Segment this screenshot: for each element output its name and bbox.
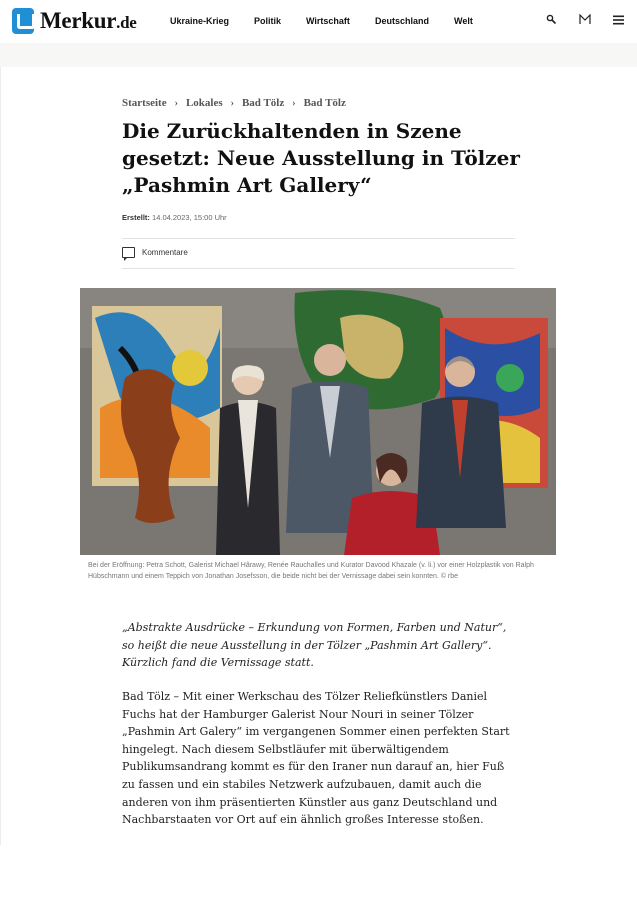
article-photo[interactable] [80,288,556,555]
merkur-logo[interactable] [12,6,136,36]
breadcrumb-bad-toelz-2[interactable]: Bad Tölz [303,97,346,109]
nav-wirtschaft[interactable]: Wirtschaft [306,16,350,26]
breadcrumb-bad-toelz[interactable]: Bad Tölz [241,97,285,109]
chevron-right-icon: › [230,97,234,109]
breadcrumb-startseite[interactable]: Startseite [122,97,167,109]
created-label: Erstellt: [122,213,150,222]
nav-ukraine-krieg[interactable]: Ukraine-Krieg [170,16,230,26]
menu-icon[interactable] [613,14,624,28]
ad-band [0,43,637,67]
article-date [122,213,227,222]
photo-caption: Bei der Eröffnung: Petra Schott, Galerist Michael Hârawy, Renée Rauchalles und Kurator Davood Khazale (v. li.) vor einer Holzplastik von Ralph Hübschmann und einem Teppich von Jonathan Josefsson, die beide nicht bei der Vernissage dabei sein konnten. © rbe [88,562,534,580]
divider [122,268,515,269]
article-body: Bad Tölz – Mit einer Werkschau des Tölzer Reliefkünstlers Daniel Fuchs hat der Hamburger Galerist Nour Nouri in seiner Tölzer „Pashmin Art Galery“ im vergangenen Sommer einen perfekten Start hingelegt. Nach diesem Selbstläufer mit überwältigendem Publikumsandrang kommt es für den Iraner nun darauf an, hier Fuß zu fassen und ein stabiles Netzwerk aufzubauen, damit auch die anderen von ihm präsentierten Künstler aus ganz Deutschland und Nachbarstaaten vor Ort auf ein ähnlich großes Interesse stoßen. [122,690,510,827]
created-date: 14.04.2023, 15:00 Uhr [152,213,227,222]
merkur-logo-icon [12,8,34,34]
photo-illustration [80,288,556,555]
divider [122,238,515,239]
nav-deutschland[interactable]: Deutschland [375,16,430,26]
site-header [0,0,637,43]
breadcrumb-lokales[interactable]: Lokales [185,97,223,109]
comment-icon [122,247,135,258]
chevron-right-icon: › [174,97,178,109]
article-title: Die Zurückhaltenden in Szene gesetzt: Neue Ausstellung in Tölzer „Pashmin Art Gallery“ [122,119,520,197]
search-icon[interactable] [546,14,557,28]
nav-welt[interactable]: Welt [454,16,473,26]
comments-label: Kommentare [142,248,188,257]
comments-link[interactable] [122,247,188,258]
chevron-right-icon: › [292,97,296,109]
nav-politik[interactable]: Politik [254,16,282,26]
page-bottom [0,845,637,900]
article-lead: „Abstrakte Ausdrücke – Erkundung von Formen, Farben und Natur“, so heißt die neue Ausstellung in der Tölzer „Pashmin Art Gallery“. Kürzlich fand die Vernissage statt. [122,621,507,669]
breadcrumb [122,97,346,109]
account-icon[interactable] [579,14,591,28]
logo-name: Merkur [40,8,117,33]
logo-tld: .de [116,13,137,32]
